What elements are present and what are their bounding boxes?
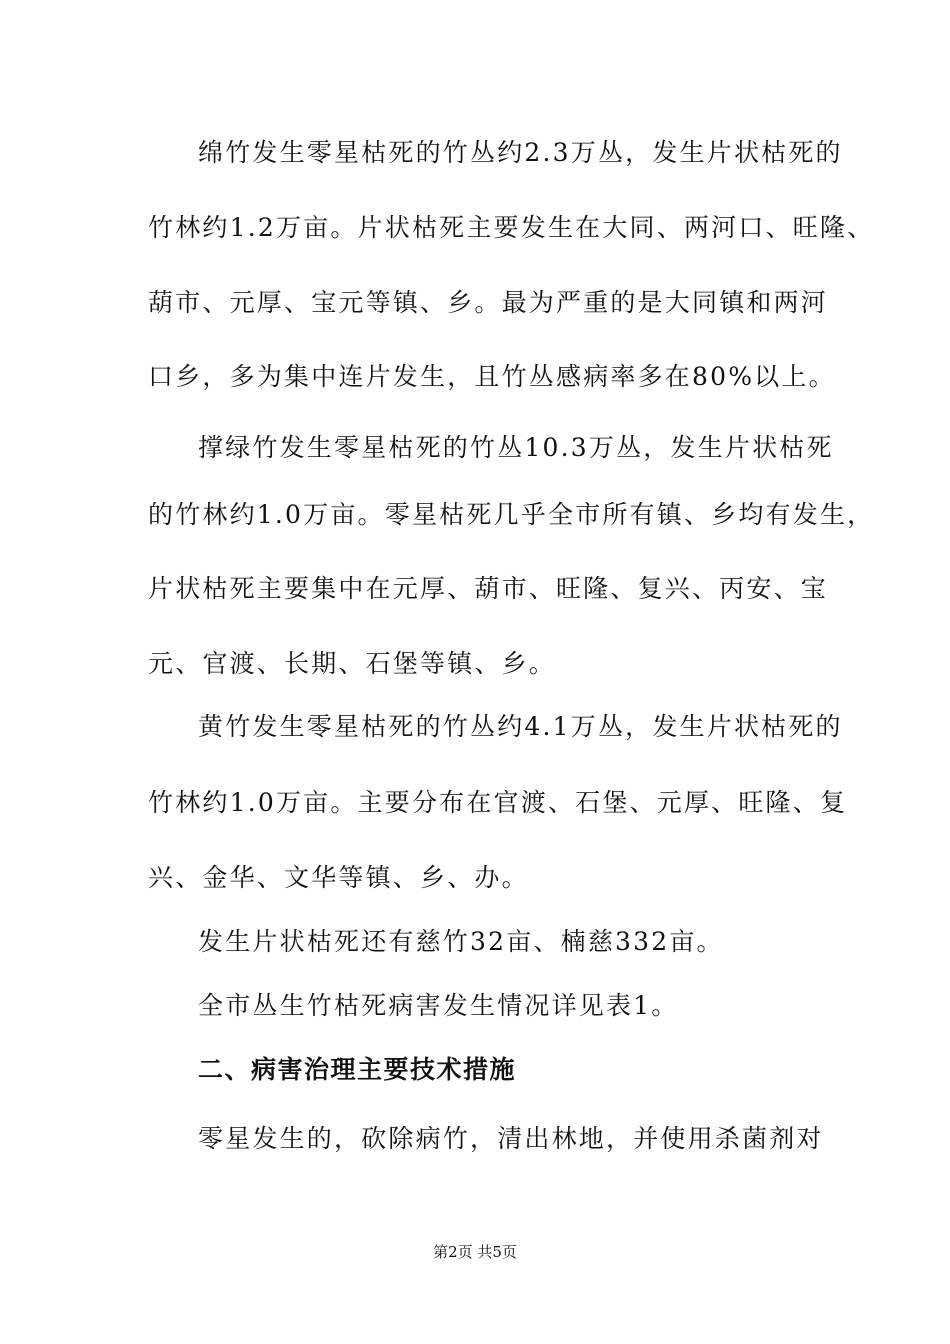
page-number-footer: 第2页 共5页 bbox=[433, 1243, 517, 1261]
paragraph-5-line-1: 全市丛生竹枯死病害发生情况详见表1。 bbox=[198, 991, 679, 1020]
paragraph-3-line-2: 竹林约1.0万亩。主要分布在官渡、石堡、元厚、旺隆、复 bbox=[148, 788, 848, 817]
paragraph-3-line-1: 黄竹发生零星枯死的竹丛约4.1万丛，发生片状枯死的 bbox=[198, 712, 843, 741]
paragraph-2-line-1: 撑绿竹发生零星枯死的竹丛10.3万丛，发生片状枯死 bbox=[198, 433, 834, 462]
paragraph-1-line-3: 葫市、元厚、宝元等镇、乡。最为严重的是大同镇和两河 bbox=[148, 288, 829, 317]
section-heading: 二、病害治理主要技术措施 bbox=[198, 1055, 517, 1084]
paragraph-1-line-4: 口乡，多为集中连片发生，且竹丛感病率多在80%以上。 bbox=[148, 362, 836, 391]
paragraph-2-line-4: 元、官渡、长期、石堡等镇、乡。 bbox=[148, 649, 557, 678]
paragraph-1-line-2: 竹林约1.2万亩。片状枯死主要发生在大同、两河口、旺隆、 bbox=[148, 213, 875, 242]
paragraph-2-line-3: 片状枯死主要集中在元厚、葫市、旺隆、复兴、丙安、宝 bbox=[148, 574, 829, 603]
paragraph-1-line-1: 绵竹发生零星枯死的竹丛约2.3万丛，发生片状枯死的 bbox=[198, 138, 843, 167]
paragraph-3-line-3: 兴、金华、文华等镇、乡、办。 bbox=[148, 863, 529, 892]
paragraph-6-line-1: 零星发生的，砍除病竹，清出林地，并使用杀菌剂对 bbox=[198, 1124, 824, 1153]
paragraph-4-line-1: 发生片状枯死还有慈竹32亩、楠慈332亩。 bbox=[198, 927, 724, 956]
paragraph-2-line-2: 的竹林约1.0万亩。零星枯死几乎全市所有镇、乡均有发生， bbox=[148, 500, 875, 529]
